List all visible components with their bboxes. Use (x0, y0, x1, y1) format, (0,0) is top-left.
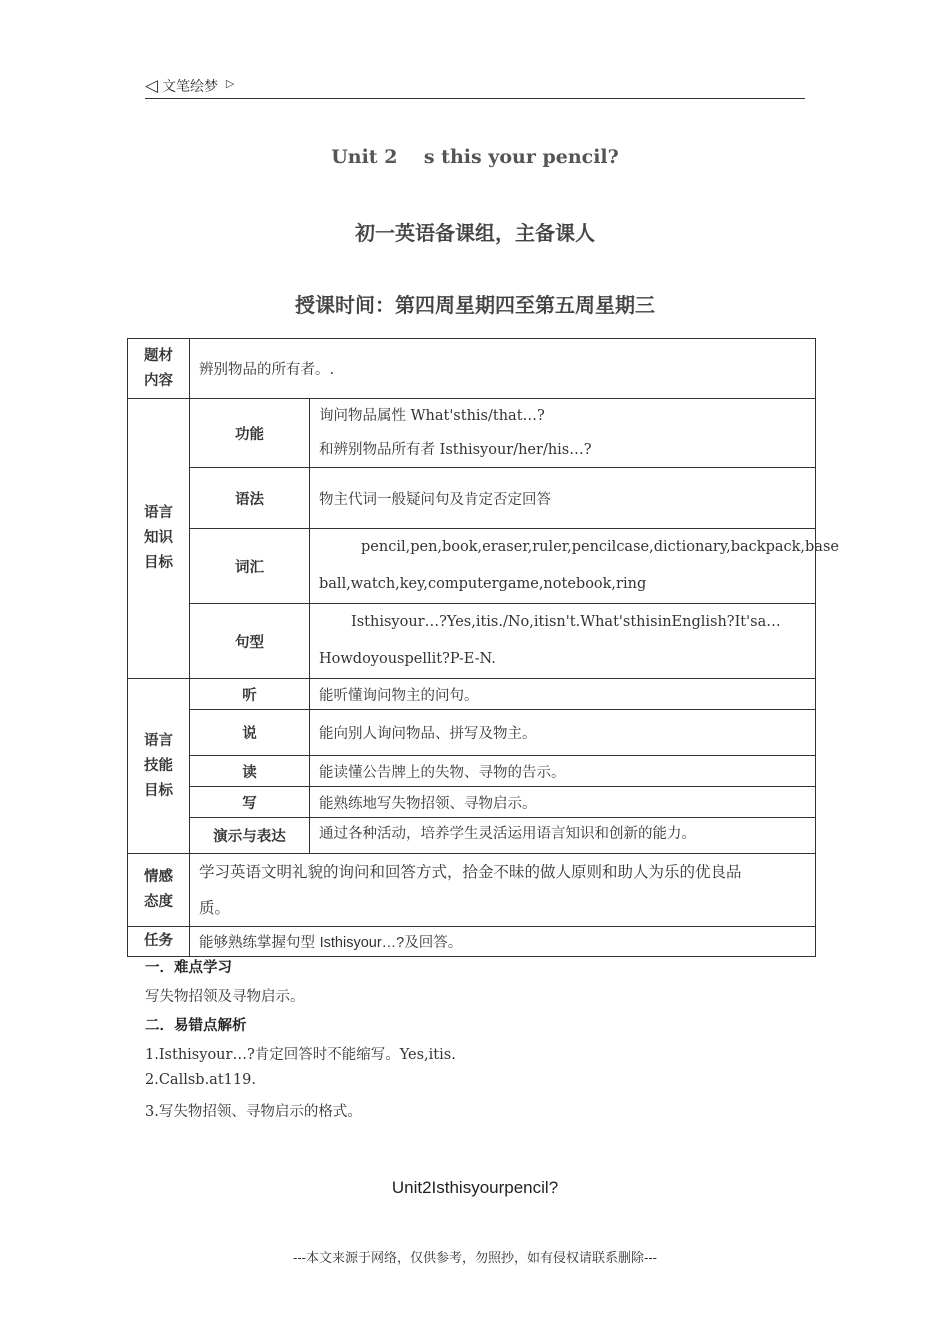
speak-label: 说 (190, 710, 310, 756)
table-row (128, 679, 816, 710)
skills-label: 语言 技能 目标 (128, 679, 190, 854)
speak-content: 能向别人询问物品、拼写及物主。 (310, 710, 816, 756)
unit-subtitle: Unit2Isthisyourpencil? (391, 1178, 559, 1197)
topic-label: 题材 内容 (128, 339, 190, 399)
table-row (128, 854, 816, 927)
page-header (145, 74, 805, 99)
write-label: 写 (190, 787, 310, 818)
table-row (128, 710, 816, 756)
left-arrow-icon: ◁ (145, 76, 159, 95)
error-item-2: 2.Callsb.at119. (145, 1072, 256, 1088)
grammar-label: 语法 (190, 468, 310, 529)
sentence-content: Isthisyour…?Yes,itis./No,itisn't.What'sthisinEnglish?It'sa… Howdoyouspellit?P-E-N. (310, 604, 816, 679)
task-label: 任务 (128, 927, 190, 957)
time-title: 授课时间：第四周星期四至第五周星期三 (295, 293, 655, 317)
function-label: 功能 (190, 399, 310, 468)
knowledge-label: 语言 知识 目标 (128, 399, 190, 679)
function-content: 询问物品属性 What'sthis/that…? 和辨别物品所有者 Isthisyour/her/his…? (310, 399, 816, 468)
group-title: 初一英语备课组，主备课人 (355, 221, 595, 245)
emotion-content: 学习英语文明礼貌的询问和回答方式，拾金不昧的做人原则和助人为乐的优良品 质。 (190, 854, 816, 927)
table-row (128, 604, 816, 679)
error-title: 二．易错点解析 (145, 1018, 247, 1034)
perform-label: 演示与表达 (190, 818, 310, 854)
task-content: 能够熟练掌握句型 Isthisyour…?及回答。 (190, 927, 816, 957)
header-text (145, 76, 234, 96)
difficult-title: 一．难点学习 (145, 960, 232, 976)
vocab-label: 词汇 (190, 529, 310, 604)
error-item-1: 1.Isthisyour…?肯定回答时不能缩写。Yes,itis. (145, 1047, 456, 1063)
table-row (128, 756, 816, 787)
header-label: 文笔绘梦 (161, 78, 218, 94)
table-row (128, 468, 816, 529)
listen-content: 能听懂询问物主的问句。 (310, 679, 816, 710)
difficult-content: 写失物招领及寻物启示。 (145, 989, 305, 1005)
right-arrow-icon: ▷ (225, 78, 235, 90)
perform-content: 通过各种活动，培养学生灵活运用语言知识和创新的能力。 (310, 818, 816, 854)
unit-title: Unit 2 s this your pencil? (331, 146, 619, 168)
topic-content: 辨别物品的所有者。. (190, 339, 816, 399)
read-label: 读 (190, 756, 310, 787)
table-row (128, 529, 816, 604)
error-item-3: 3.写失物招领、寻物启示的格式。 (145, 1104, 362, 1120)
emotion-label: 情感 态度 (128, 854, 190, 927)
table-row (128, 927, 816, 957)
write-content: 能熟练地写失物招领、寻物启示。 (310, 787, 816, 818)
table-row (128, 818, 816, 854)
footer-note: ---本文来源于网络，仅供参考，勿照抄，如有侵权请联系删除--- (293, 1250, 657, 1265)
grammar-content: 物主代词一般疑问句及肯定否定回答 (310, 468, 816, 529)
sentence-label: 句型 (190, 604, 310, 679)
read-content: 能读懂公告牌上的失物、寻物的告示。 (310, 756, 816, 787)
listen-label: 听 (190, 679, 310, 710)
table-row (128, 399, 816, 468)
table-row (128, 787, 816, 818)
lesson-table (127, 338, 839, 957)
vocab-content: pencil,pen,book,eraser,ruler,pencilcase,dictionary,backpack,base ball,watch,key,computergame,notebook,ring (310, 529, 816, 604)
table-row (128, 339, 816, 399)
